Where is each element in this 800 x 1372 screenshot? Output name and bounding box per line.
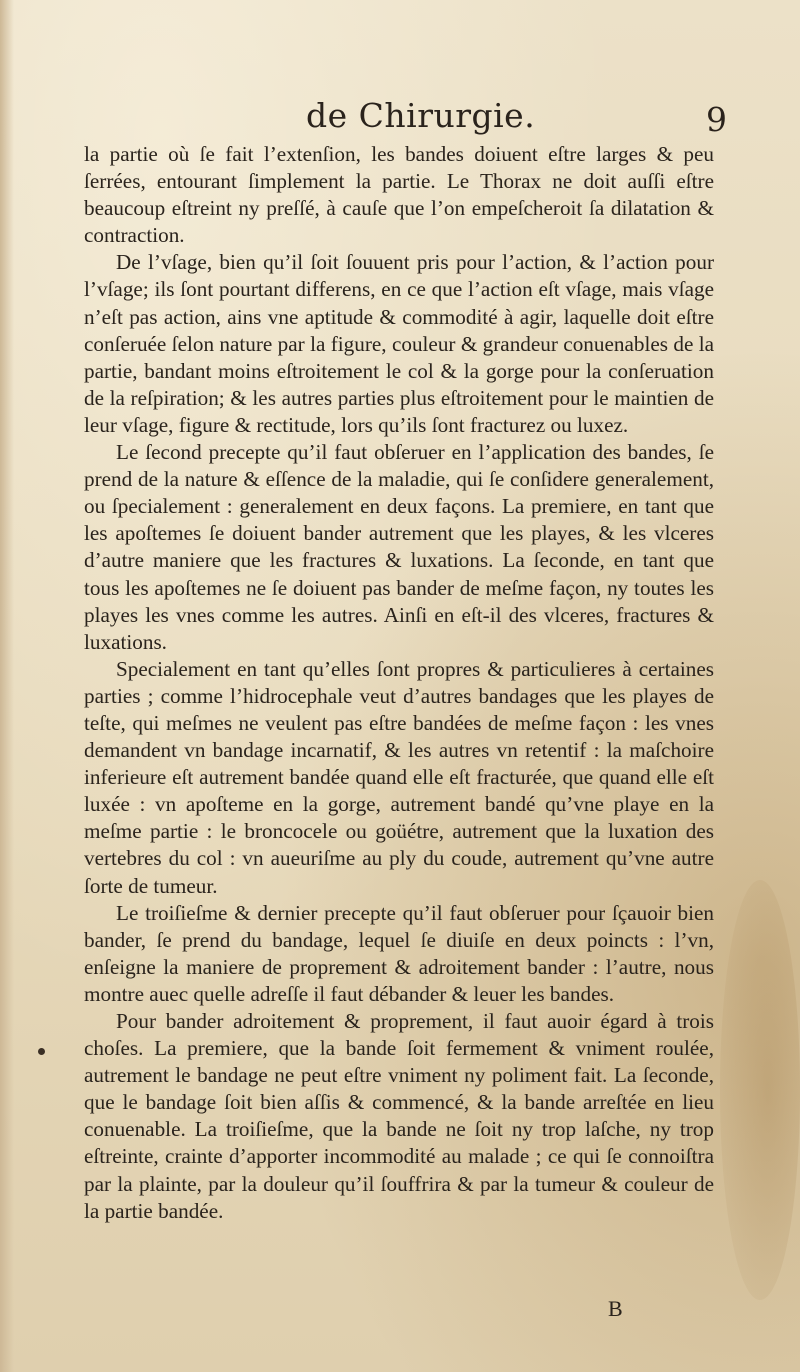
stain (720, 880, 800, 1300)
catchword: B (608, 1296, 623, 1321)
paragraph: Pour bander adroitement & proprement, il faut auoir égard à trois choſes. La premiere, que la bande ſoit fermement & vniment roulée, autrement le bandage ne peut eſtre vniment ny poliment fait. La ſeconde, que le bandage ſoit bien aſſis & commencé, & la bande arreſtée en lieu conuenable. La troiſieſme, que la bande ne ſoit ny trop laſche, ny trop eſtreinte, crainte d’apporter incommodité au malade ; ce qui ſe connoiſtra par la plainte, par la douleur qu’il ſouffrira & par la tumeur & couleur de la partie bandée. (84, 1009, 714, 1223)
paragraph: Specialement en tant qu’elles ſont propres & particulieres à certaines parties ; comme l’hidrocephale veut d’autres bandages que les playes de teſte, qui meſmes ne veulent pas eſtre bandées de meſme façon : les vnes demandent vn bandage incarnatif, & les autres vn retentif : la maſchoire inferieure eſt autrement bandée quand elle eſt fracturée, que quand elle eſt luxée : vn apoſteme en la gorge, autrement bandé qu’vne playe en la meſme partie : le broncocele ou goüétre, autrement que la luxation des vertebres du col : vn aueuriſme au ply du coude, autrement qu’vne autre ſorte de tumeur. (84, 656, 714, 898)
ink-spot (38, 1048, 45, 1055)
page-header (0, 96, 800, 146)
running-head: de Chirurgie. (306, 96, 536, 135)
body-text (84, 141, 714, 1225)
page-gutter-shadow (0, 0, 14, 1372)
paragraph: la partie où ſe fait l’extenſion, les bandes doiuent eſtre larges & peu ſerrées, entourant ſimplement la partie. Le Thorax ne doit auſſi eſtre beaucoup eſtreint ny preſſé, à cauſe que l’on empeſcheroit ſa dilatation & contraction. (84, 142, 714, 248)
paragraph: Le ſecond precepte qu’il faut obſeruer en l’application des bandes, ſe prend de la nature & eſſence de la maladie, qui ſe conſidere generalement, ou ſpecialement : generalement en deux façons. La premiere, en tant que les apoſtemes ſe doiuent bander autrement que les playes, & les vlceres d’autre maniere que les fractures & luxations. La ſeconde, en tant que tous les apoſtemes ne ſe doiuent pas bander de meſme façon, ny toutes les playes les vnes comme les autres. Ainſi en eſt-il des vlceres, fractures & luxations. (84, 440, 714, 654)
page-number: 9 (706, 100, 727, 139)
paragraph: De l’vſage, bien qu’il ſoit ſouuent pris pour l’action, & l’action pour l’vſage; ils ſont pourtant differens, en ce que l’action eſt vſage, mais vſage n’eſt pas action, ains vne aptitude & commodité à agir, laquelle doit eſtre conſeruée ſelon nature par la figure, couleur & grandeur conuenables de la partie, bandant moins eſtroitement le col & la gorge pour la conſeruation de la reſpiration; & les autres parties plus eſtroitement pour le maintien de leur vſage, figure & rectitude, lors qu’ils ſont fracturez ou luxez. (84, 250, 714, 437)
paragraph: Le troiſieſme & dernier precepte qu’il faut obſeruer pour ſçauoir bien bander, ſe prend du bandage, lequel ſe diuiſe en deux poincts : l’vn, enſeigne la maniere de proprement & adroitement bander : l’autre, nous montre auec quelle adreſſe il faut débander & leuer les bandes. (84, 900, 714, 1006)
